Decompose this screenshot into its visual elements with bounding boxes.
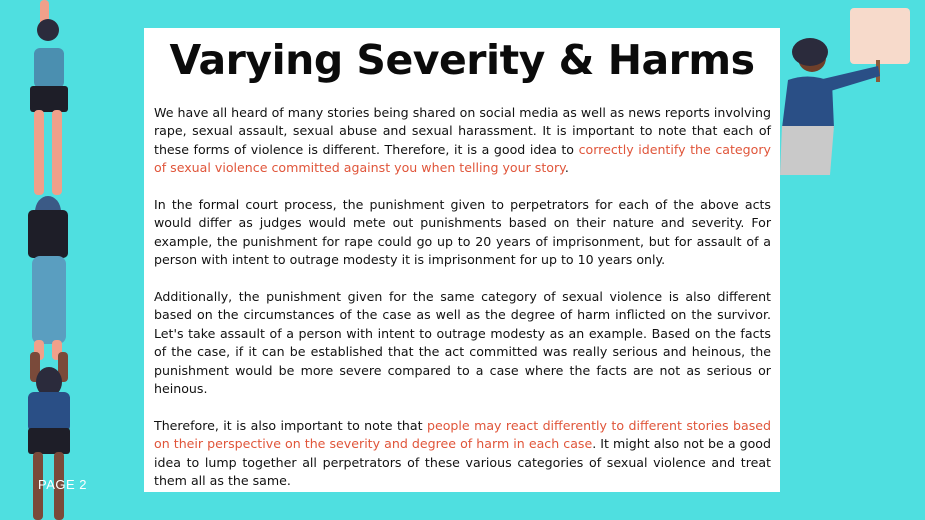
paragraph-1-highlight: correctly identify the category of sexual violence committed against you when telling your story	[154, 141, 771, 176]
paragraph-4-text-end: . It might also not be a good idea to lump together all perpetrators of these various categories of sexual violence and treat them all as the same.	[154, 436, 771, 489]
paragraph-3	[154, 288, 771, 398]
page-number-label: PAGE 2	[38, 477, 88, 492]
paragraph-3-text: Additionally, the punishment given for the same category of sexual violence is also different based on the circumstances of the case as well as the degree of harm inflicted on the survivor. Let's take assault of a person with intent to outrage modesty as an example. Based on the facts of the case, if it can be established that the act committed was really serious and heinous, the punishment would be more severe compared to a case where the facts are not as serious or heinous.	[154, 289, 771, 397]
paragraph-4-text: Therefore, it is also important to note that	[154, 417, 427, 433]
protest-woman-illustration	[780, 0, 925, 180]
paragraph-1-text-end: .	[564, 160, 569, 176]
paragraph-4	[154, 417, 771, 491]
stacked-women-illustration	[0, 0, 110, 520]
paragraph-1	[154, 104, 771, 178]
page-title: Varying Severity & Harms	[169, 36, 755, 84]
paragraph-4-highlight: people may react differently to different stories based on their perspective on the severity and degree of harm in each case	[154, 417, 771, 452]
paragraph-1-text: We have all heard of many stories being shared on social media as well as news reports involving rape, sexual assault, sexual abuse and sexual harassment. It is important to note that each of these forms of violence is different. Therefore, it is a good idea to	[154, 105, 771, 157]
content-card	[144, 28, 780, 492]
article-body	[154, 104, 771, 509]
paragraph-2	[154, 196, 771, 270]
paragraph-2-text: In the formal court process, the punishment given to perpetrators for each of the above acts would differ as judges would mete out punishments based on their nature and severity. For example, the punishment for rape could go up to 20 years of imprisonment, but for assault of a person with intent to outrage modesty it is imprisonment for up to 10 years only.	[154, 197, 771, 268]
